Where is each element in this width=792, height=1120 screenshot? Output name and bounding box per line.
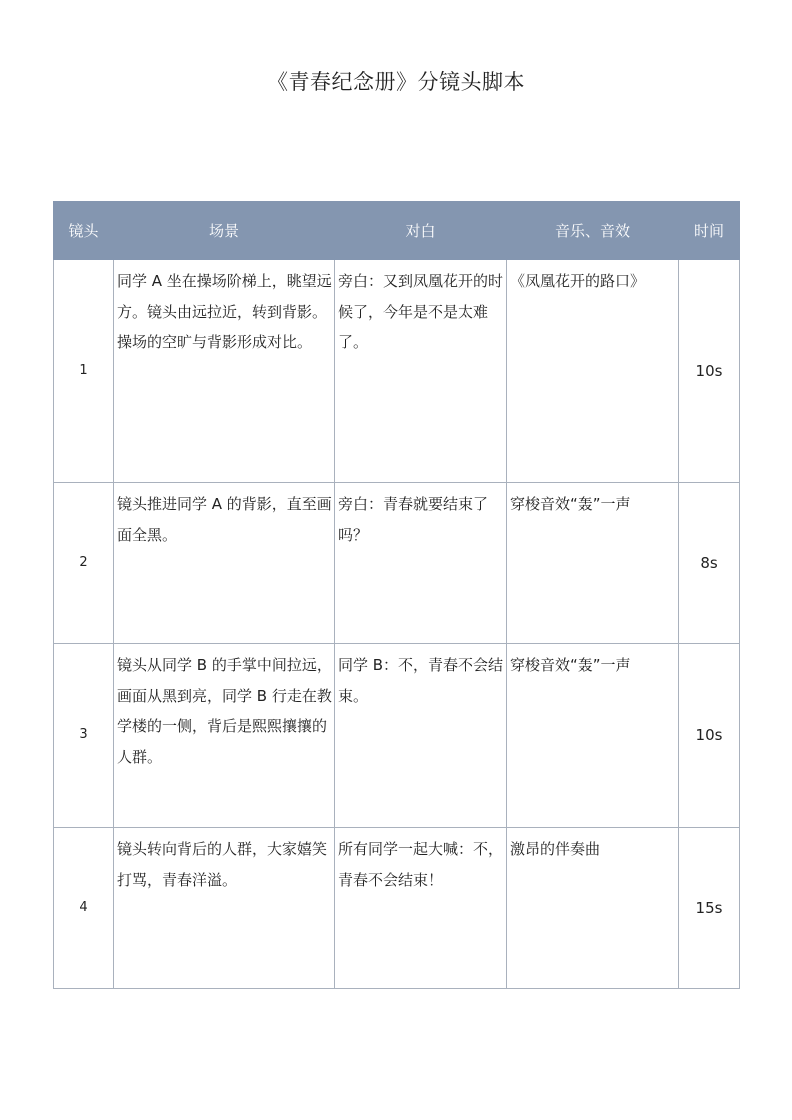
sound-cell: 《凤凰花开的路口》 [507, 260, 679, 483]
sound-cell: 穿梭音效“轰”一声 [507, 644, 679, 828]
header-shot: 镜头 [54, 202, 114, 260]
scene-cell: 镜头从同学 B 的手掌中间拉远，画面从黑到亮，同学 B 行走在教学楼的一侧，背后是熙熙攘攘的人群。 [114, 644, 335, 828]
page-title: 《青春纪念册》分镜头脚本 [267, 70, 525, 94]
shot-number: 4 [54, 828, 114, 989]
shot-number: 2 [54, 483, 114, 644]
time-cell: 10s [679, 644, 740, 828]
storyboard-table [53, 201, 740, 989]
shot-number: 3 [54, 644, 114, 828]
header-dialogue: 对白 [335, 202, 507, 260]
header-time: 时间 [679, 202, 740, 260]
scene-cell: 同学 A 坐在操场阶梯上，眺望远方。镜头由远拉近，转到背影。操场的空旷与背影形成对比。 [114, 260, 335, 483]
shot-number: 1 [54, 260, 114, 483]
table-row [54, 644, 740, 828]
time-cell: 15s [679, 828, 740, 989]
table-row [54, 828, 740, 989]
header-scene: 场景 [114, 202, 335, 260]
table-row [54, 483, 740, 644]
table-header-row [54, 202, 740, 260]
dialogue-cell: 旁白：青春就要结束了吗？ [335, 483, 507, 644]
dialogue-cell: 旁白：又到凤凰花开的时候了，今年是不是太难了。 [335, 260, 507, 483]
sound-cell: 激昂的伴奏曲 [507, 828, 679, 989]
header-sound: 音乐、音效 [507, 202, 679, 260]
scene-cell: 镜头推进同学 A 的背影，直至画面全黑。 [114, 483, 335, 644]
sound-cell: 穿梭音效“轰”一声 [507, 483, 679, 644]
dialogue-cell: 所有同学一起大喊：不，青春不会结束！ [335, 828, 507, 989]
table-row [54, 260, 740, 483]
dialogue-cell: 同学 B：不，青春不会结束。 [335, 644, 507, 828]
scene-cell: 镜头转向背后的人群，大家嬉笑打骂，青春洋溢。 [114, 828, 335, 989]
time-cell: 8s [679, 483, 740, 644]
time-cell: 10s [679, 260, 740, 483]
